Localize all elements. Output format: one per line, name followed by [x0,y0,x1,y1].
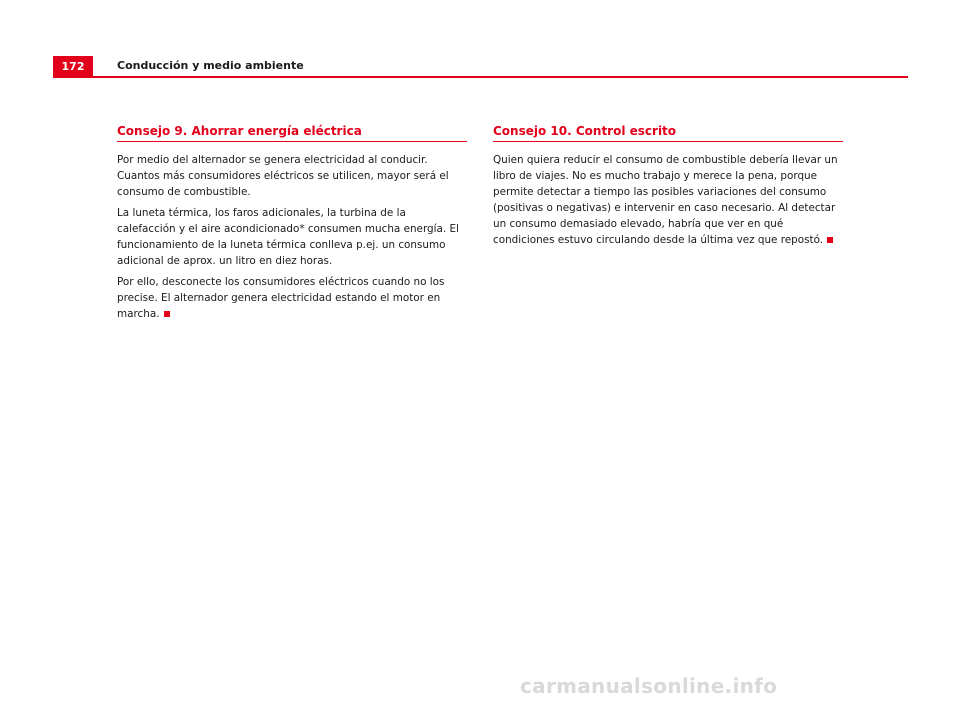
section-title: Consejo 9. Ahorrar energía eléctrica [117,124,467,142]
section-consejo-10 [493,124,843,248]
paragraph-text: Quien quiera reducir el consumo de combustible debería llevar un libro de viajes. No es mucho trabajo y merece la pena, porque permite detectar a tiempo las posibles variaciones del consumo (positivas o negativas) e intervenir en caso necesario. Al detectar un consumo demasiado elevado, habría que ver en qué condiciones estuvo circulando desde la última vez que repostó. [493,154,838,246]
page-header [53,56,908,78]
paragraph: Por medio del alternador se genera electricidad al conducir. Cuantos más consumidores eléctricos se utilicen, mayor será el consumo de combustible. [117,154,449,198]
paragraph: La luneta térmica, los faros adicionales, la turbina de la calefacción y el aire acondicionado* consumen mucha energía. El funcionamiento de la luneta térmica conlleva p.ej. un consumo adicional de aprox. un litro en diez horas. [117,207,459,267]
watermark: carmanualsonline.info [520,674,778,698]
paragraph-text: Por ello, desconecte los consumidores eléctricos cuando no los precise. El alternador genera electricidad estando el motor en marcha. [117,276,445,320]
running-title: Conducción y medio ambiente [117,59,304,72]
section-consejo-9 [117,124,467,322]
page-number: 172 [53,56,93,76]
paragraph-last [493,152,843,248]
end-of-section-marker-icon [164,311,170,317]
section-title: Consejo 10. Control escrito [493,124,843,142]
paragraph-last [117,274,467,322]
header-rule [53,76,908,78]
end-of-section-marker-icon [827,237,833,243]
